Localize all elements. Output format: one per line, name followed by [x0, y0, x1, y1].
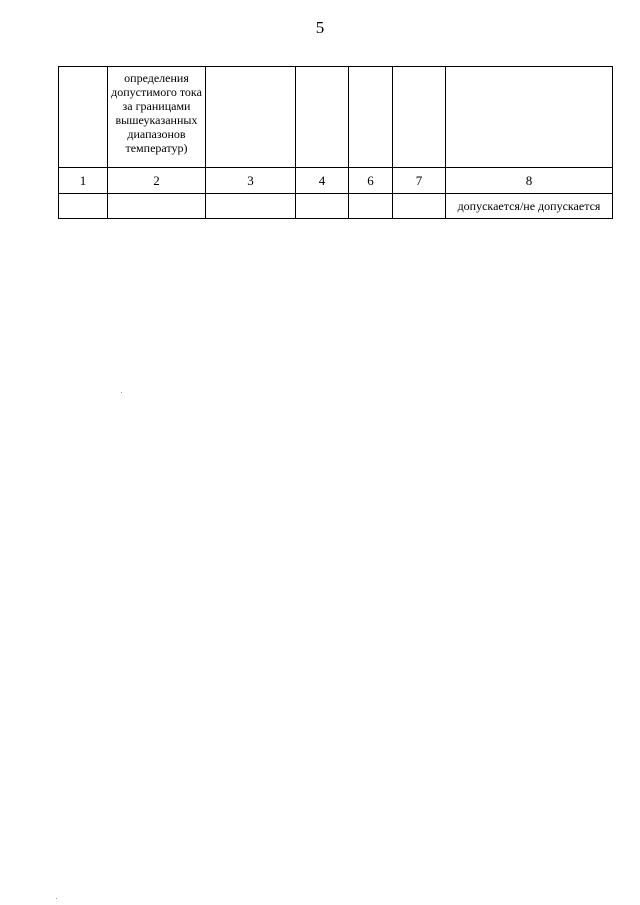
header-cell-1 — [59, 67, 108, 168]
table-header-row — [59, 67, 613, 168]
column-number: 7 — [393, 168, 446, 194]
document-table — [58, 66, 613, 219]
column-number-row — [59, 168, 613, 194]
column-number: 6 — [349, 168, 393, 194]
column-number: 1 — [59, 168, 108, 194]
data-cell — [59, 194, 108, 219]
scan-speck — [121, 392, 122, 393]
header-cell-description: определения допустимого тока за границами вышеуказанных диапазонов температур) — [108, 67, 206, 168]
header-cell-4 — [296, 67, 349, 168]
data-cell — [206, 194, 296, 219]
data-cell — [108, 194, 206, 219]
column-number: 8 — [446, 168, 613, 194]
header-cell-8 — [446, 67, 613, 168]
header-cell-3 — [206, 67, 296, 168]
scan-speck — [56, 898, 57, 899]
data-cell — [296, 194, 349, 219]
column-number: 3 — [206, 168, 296, 194]
data-cell-allowance: допускается/не допускается — [446, 194, 613, 219]
page-number: 5 — [315, 18, 325, 37]
header-cell-6 — [349, 67, 393, 168]
data-cell — [349, 194, 393, 219]
header-cell-7 — [393, 67, 446, 168]
column-number: 2 — [108, 168, 206, 194]
data-cell — [393, 194, 446, 219]
table-data-row — [59, 194, 613, 219]
column-number: 4 — [296, 168, 349, 194]
